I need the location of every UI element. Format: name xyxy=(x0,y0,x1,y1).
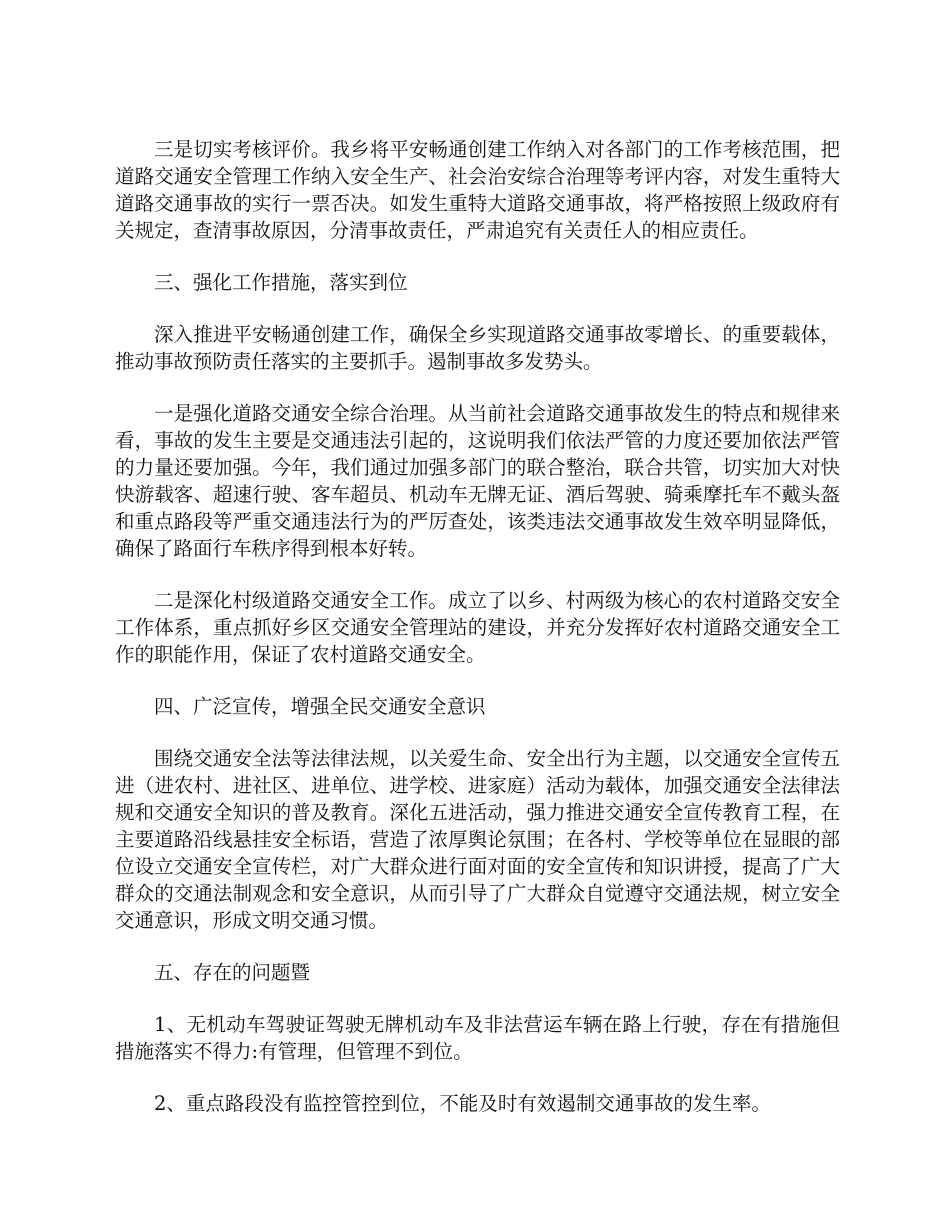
document-body xyxy=(115,136,840,1142)
section-heading-3: 三、强化工作措施，落实到位 xyxy=(154,271,408,294)
paragraph-assessment: 三是切实考核评价。我乡将平安畅通创建工作纳入对各部门的工作考核范围，把道路交通安全管理工作纳入安全生产、社会治安综合治理等考评内容，对发生重特大道路交通事故的实行一票否决。如发生重特大道路交通事故，将严格按照上级政府有关规定，查清事故原因，分清事故责任，严肃追究有关责任人的相应责任。 xyxy=(115,138,840,242)
paragraph-intro-measures: 深入推进平安畅通创建工作，确保全乡实现道路交通事故零增长、的重要载体，推动事故预防责任落实的主要抓手。遏制事故多发势头。 xyxy=(115,323,840,373)
section-heading-5: 五、存在的问题暨 xyxy=(154,961,311,984)
paragraph-problem-1: 1、无机动车驾驶证驾驶无牌机动车及非法营运车辆在路上行驶，存在有措施但措施落实不得力:有管理，但管理不到位。 xyxy=(115,1013,840,1063)
section-heading-4: 四、广泛宣传，增强全民交通安全意识 xyxy=(154,695,486,718)
paragraph-problem-2: 2、重点路段没有监控管控到位，不能及时有效遏制交通事故的发生率。 xyxy=(154,1092,771,1115)
paragraph-publicity: 围绕交通安全法等法律法规，以关爱生命、安全出行为主题，以交通安全宣传五进（进农村、进社区、进单位、进学校、进家庭）活动为载体，加强交通安全法律法规和交通安全知识的普及教育。深化五进活动，强力推进交通安全宣传教育工程，在主要道路沿线悬挂安全标语，营造了浓厚舆论氛围；在各村、学校等单位在显眼的部位设立交通安全宣传栏，对广大群众进行面对面的安全宣传和知识讲授，提高了广大群众的交通法制观念和安全意识，从而引导了广大群众自觉遵守交通法规，树立安全交通意识，形成文明交通习惯。 xyxy=(115,747,840,932)
paragraph-village-safety: 二是深化村级道路交通安全工作。成立了以乡、村两级为核心的农村道路交安全工作体系，重点抓好乡区交通安全管理站的建设，并充分发挥好农村道路交通安全工作的职能作用，保证了农村道路交通安全。 xyxy=(115,589,840,666)
paragraph-governance: 一是强化道路交通安全综合治理。从当前社会道路交通事故发生的特点和规律来看，事故的发生主要是交通违法引起的，这说明我们依法严管的力度还要加依法严管的力量还要加强。今年，我们通过加强多部门的联合整治，联合共管，切实加大对快快游载客、超速行驶、客车超员、机动车无牌无证、酒后驾驶、骑乘摩托车不戴头盔和重点路段等严重交通违法行为的严厉查处，该类违法交通事故发生效卒明显降低，确保了路面行车秩序得到根本好转。 xyxy=(115,402,840,560)
